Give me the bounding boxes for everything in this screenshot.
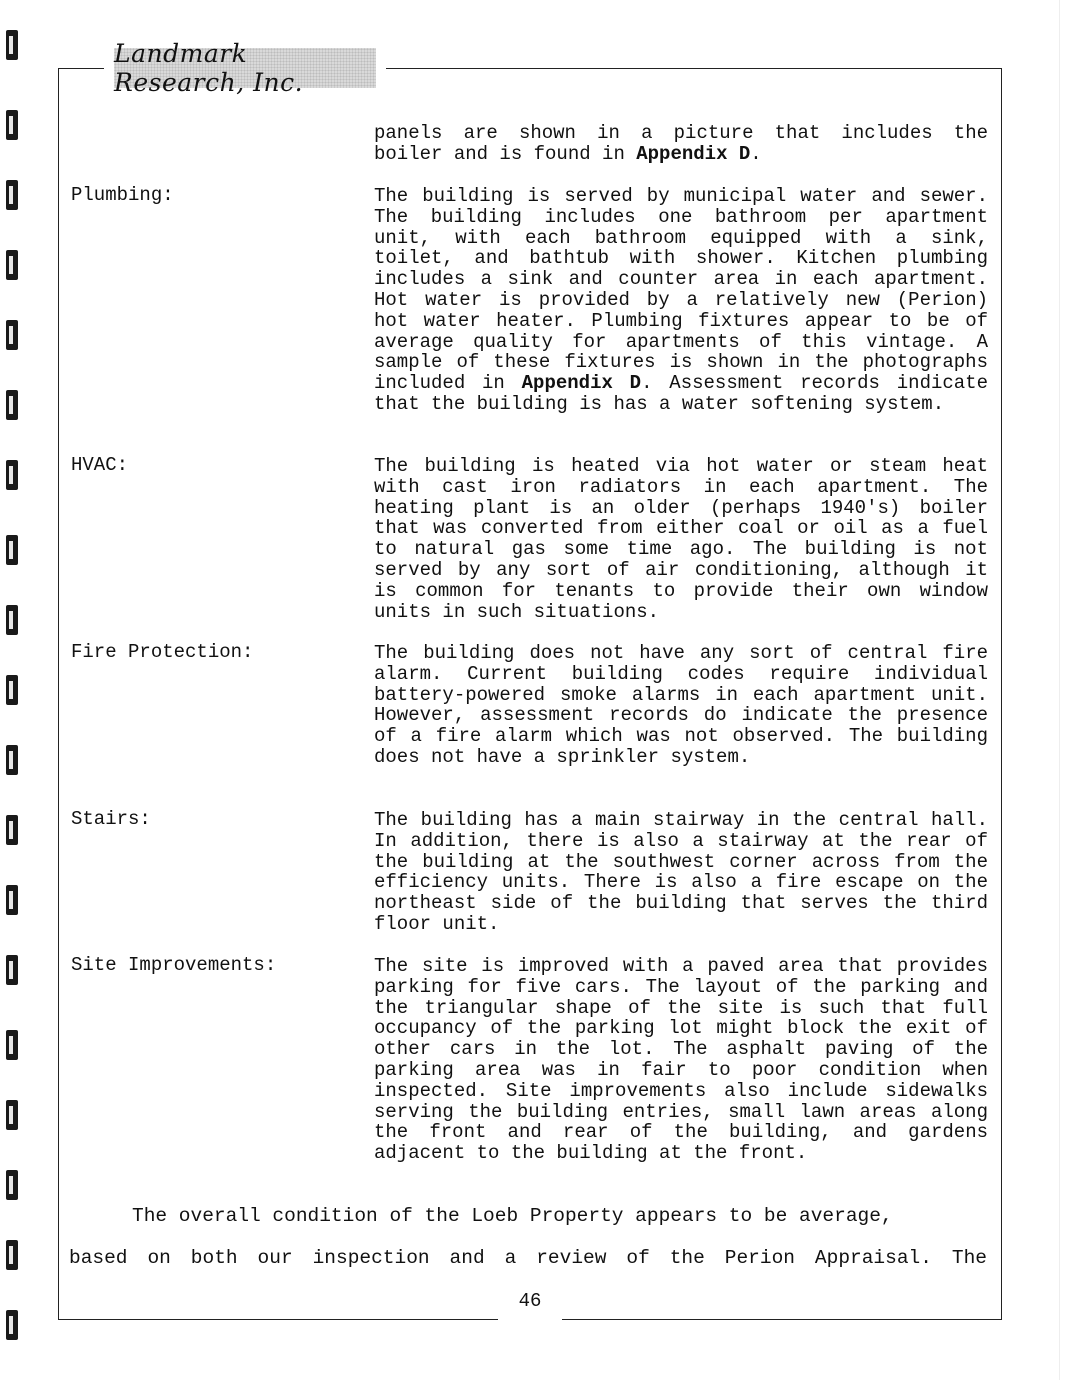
binder-hole — [6, 320, 18, 350]
binder-hole — [6, 815, 18, 845]
binder-hole — [6, 745, 18, 775]
scan-edge — [1059, 0, 1060, 1380]
binder-hole — [6, 1240, 18, 1270]
section-label-hvac: HVAC: — [71, 454, 129, 476]
intro-paragraph: panels are shown in a picture that includes the boiler and is found in Appendix D. — [374, 122, 988, 165]
binder-hole — [6, 675, 18, 705]
binder-hole — [6, 885, 18, 915]
binder-hole — [6, 605, 18, 635]
page-number: 46 — [518, 1290, 542, 1312]
company-logo — [114, 39, 376, 97]
frame-gap — [498, 1316, 562, 1324]
binder-hole — [6, 30, 18, 60]
binder-hole — [6, 1310, 18, 1340]
closing-line: based on both our inspection and a review of the Perion Appraisal. The — [69, 1247, 987, 1269]
binder-hole — [6, 250, 18, 280]
section-label-stairs: Stairs: — [71, 808, 151, 830]
binder-hole — [6, 1100, 18, 1130]
binder-hole — [6, 535, 18, 565]
binder-hole — [6, 955, 18, 985]
binder-hole — [6, 1030, 18, 1060]
section-label-fire-protection: Fire Protection: — [71, 641, 254, 663]
binder-holes — [6, 30, 22, 1350]
section-text-site-improvements: The site is improved with a paved area that provides parking for five cars. The layout of the parking and the triangular shape of the site is such that full occupancy of the parking lot might block the exit of other cars in the lot. The asphalt paving of the parking area was in fair to poor condition when inspected. Site improvements also include sidewalks serving the building entries, small lawn areas along the front and rear of the building, and gardens adjacent to the building at the front. — [374, 955, 988, 1165]
section-text-hvac: The building is heated via hot water or steam heat with cast iron radiators in each apartment. The heating plant is an older (perhaps 1940's) boiler that was converted from either coal or oil as a fuel to natural gas some time ago. The building is not served by any sort of air conditioning, although it is common for tenants to provide their own window units in such situations. — [374, 455, 988, 623]
closing-line: The overall condition of the Loeb Property appears to be average, — [132, 1205, 893, 1227]
section-text-fire-protection: The building does not have any sort of central fire alarm. Current building codes require individual battery-powered smoke alarms in each apartment unit. However, assessment records do indicate the presence of a fire alarm which was not observed. The building does not have a sprinkler system. — [374, 642, 988, 768]
binder-hole — [6, 1170, 18, 1200]
section-text-plumbing: The building is served by municipal water and sewer. The building includes one bathroom per apartment unit, with each bathroom equipped with a sink, toilet, and bathtub with shower. Kitchen plumbing includes a sink and counter area in each apartment. Hot water is provided by a relatively new (Perion) hot water heater. Plumbing fixtures appear to be of average quality for apartments of this vintage. A sample of these fixtures is shown in the photographs included in Appendix D. Assessment records indicate that the building is has a water softening system. — [374, 185, 988, 415]
section-label-site-improvements: Site Improvements: — [71, 954, 277, 976]
binder-hole — [6, 460, 18, 490]
binder-hole — [6, 110, 18, 140]
binder-hole — [6, 390, 18, 420]
company-logo-text: Landmark Research, Inc. — [114, 39, 304, 97]
binder-hole — [6, 180, 18, 210]
section-text-stairs: The building has a main stairway in the central hall. In addition, there is also a stairway at the rear of the building at the southwest corner across from the efficiency units. There is also a fire escape on the northeast side of the building that serves the third floor unit. — [374, 809, 988, 935]
section-label-plumbing: Plumbing: — [71, 184, 174, 206]
